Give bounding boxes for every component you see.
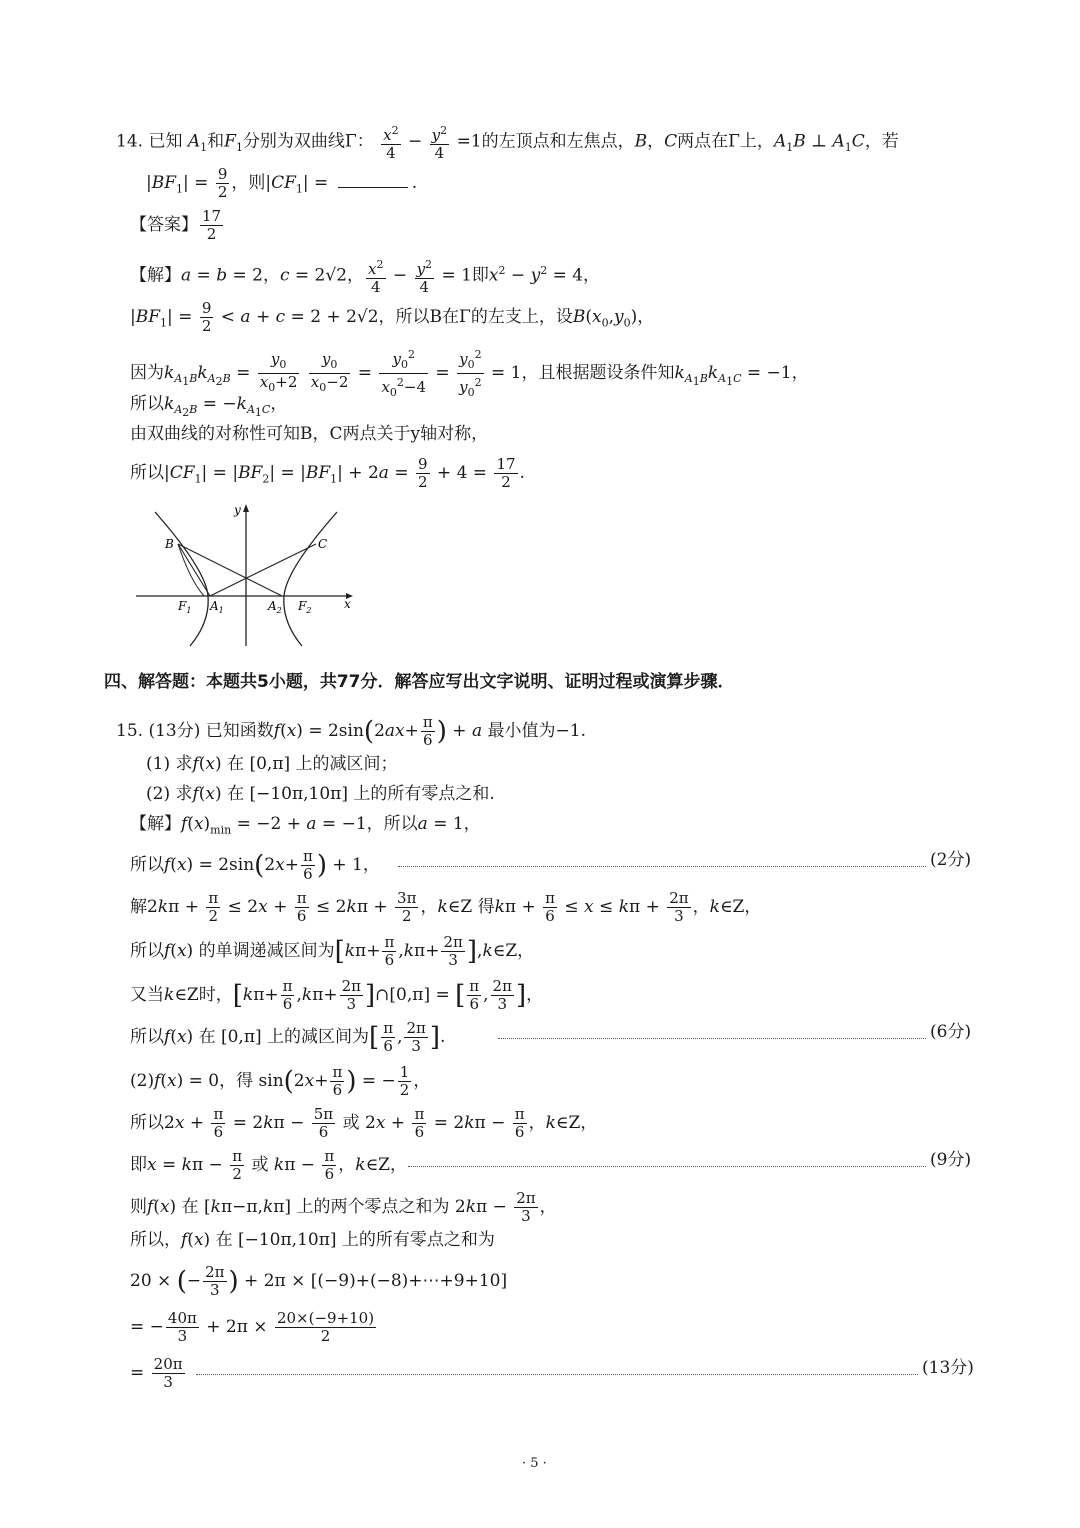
q14-sol6: 所以$|CF_1| = |BF_2| = |BF_1| + 2a$ = $\frac{9}{2}$ + 4 = $\frac{17}{2}$ . [130,455,525,491]
leader-dots-2 [398,866,926,867]
section-heading: 四、解答题：本题共5小题，共77分．解答应写出文字说明、证明过程或演算步骤． [104,672,735,692]
q15-part2: (2) 求f(x) 在 [−10π,10π] 上的所有零点之和. [146,784,495,804]
q15-sol1: 【解】$f(x)_{min} = -2 + a = -1$，所以a = 1， [130,814,481,837]
answer-label: 【答案】 [130,215,198,235]
solution-label: 【解】 [130,265,181,286]
score-9: (9分) [930,1150,972,1170]
q15-sol11: 所以，f(x) 在 [−10π,10π] 上的所有零点之和为 [130,1230,495,1250]
score-2: (2分) [930,850,972,870]
label-y: y [234,503,241,517]
q15-sol13: = − $\frac{40\pi}{3}$ + 2π × $\frac{20\times(-9+10)}{2}$ [130,1309,375,1345]
q15-sol3: 解2kπ + $\frac{\pi}{2}$ ≤ 2x + $\frac{\pi}{6}$ ≤ 2kπ + $\frac{3\pi}{2}$ ，k∈Z 得kπ + $\frac{\pi}{6}$ ≤ x ≤ kπ + $\frac{2\pi}{3}$ ，k∈Z， [130,889,762,925]
q14-number: 14. [116,131,144,152]
leader-dots-9 [408,1166,926,1167]
q15-points: (13分) [148,721,201,741]
q14-sol3: 因为$k_{A_1B}k_{A_2B}$ = $\frac{y_0}{x_0+2}$ $\frac{y_0}{x_0-2}$ = $\frac{y_0^2}{x_0^2-4}$ = $\frac{y_0^2}{y_0^2}$ = 1，且根据题设条件知$k_{A_1B}k_{A_1C} = -1$， [130,348,809,399]
label-B: B [165,537,174,551]
q14-line1: 14. 已知 $A_1$和$F_1$分别为双曲线Γ： $\frac{x^2}{4}$ − $\frac{y^2}{4}$ =1的左顶点和左焦点，B，C两点在Γ上，$A_1B$ ⊥ $A_1C$，若 [116,124,899,162]
label-A2: $A_2$ [268,599,282,615]
q15-part1: (1) 求f(x) 在 [0,π] 上的减区间； [146,754,398,774]
answer-blank [338,187,408,188]
q15-sol2: 所以f(x) = 2sin(2x+ $\frac{\pi}{6}$ ) + 1， [130,847,380,883]
q15-sol6: 所以f(x) 在 [0,π] 上的减区间为[ $\frac{\pi}{6}$ , $\frac{2\pi}{3}$ ]. [130,1019,446,1055]
q15-stem: 15. (13分) 已知函数f(x) = 2sin(2ax+ $\frac{\pi}{6}$ ) + a 最小值为−1. [116,713,586,749]
label-A1: $A_1$ [210,599,224,615]
label-F2: $F_2$ [298,599,312,615]
score-6: (6分) [930,1022,972,1042]
curve-B-F1 [178,544,204,596]
score-13: (13分) [922,1358,974,1378]
leader-dots-6 [498,1038,926,1039]
q14-line2: $|BF_1|$ = $\frac{9}{2}$ ，则$|CF_1|$ = . [146,165,418,201]
leader-dots-13 [196,1374,918,1375]
q15-sol12: 20 × (− $\frac{2\pi}{3}$ ) + 2π × [(−9)+(−8)+⋯+9+10] [130,1263,508,1299]
q14-answer: 【答案】 $\frac{17}{2}$ [130,207,222,243]
q14-sol5: 由双曲线的对称性可知B，C两点关于y轴对称， [130,424,489,444]
q15-sol5: 又当k∈Z时，[kπ+ $\frac{\pi}{6}$ ,kπ+ $\frac{2\pi}{3}$ ]∩[0,π] = [ $\frac{\pi}{6}$ , $\frac{2\pi}{3}$ ]， [130,977,544,1013]
q15-sol4: 所以f(x) 的单调递减区间为[kπ+ $\frac{\pi}{6}$ ,kπ+ $\frac{2\pi}{3}$ ],k∈Z， [130,933,535,969]
q14-sol1: 【解】a = b = 2，c = 2√2， $\frac{x^2}{4}$ − $\frac{y^2}{4}$ = 1即$x^2 - y^2 = 4$， [130,258,601,296]
right-branch [284,512,337,646]
label-C: C [318,537,328,551]
q15-number: 15. [116,721,144,741]
page-number: · 5 · [522,1456,547,1471]
q15-sol7: (2)f(x) = 0，得 sin(2x+ $\frac{\pi}{6}$ ) = − $\frac{1}{2}$ ， [130,1063,431,1099]
q15-sol10: 则f(x) 在 [kπ−π,kπ] 上的两个零点之和为 2kπ − $\frac{2\pi}{3}$ ， [130,1189,557,1225]
label-x: x [344,597,351,611]
y-axis-arrow [243,504,249,512]
q14-sol2: $|BF_1|$ = $\frac{9}{2}$ < a + c = 2 + 2√2，所以B在Γ的左支上，设$B(x_0,y_0)$， [130,299,655,335]
label-F1: $F_1$ [178,599,192,615]
q14-sol4: 所以$k_{A_2B} = -k_{A_1C}$， [130,394,288,420]
q15-sol8: 所以2x + $\frac{\pi}{6}$ = 2kπ − $\frac{5\pi}{6}$ 或 2x + $\frac{\pi}{6}$ = 2kπ − $\frac{\pi}{6}$ ，k∈Z， [130,1105,598,1141]
q15-sol9: 即x = kπ − $\frac{\pi}{2}$ 或 kπ − $\frac{\pi}{6}$ ，k∈Z， [130,1147,407,1183]
left-branch [155,512,208,646]
hyperbola-figure [130,500,370,650]
line-C-A1 [210,544,316,596]
q15-sol14: = $\frac{20\pi}{3}$ [130,1355,183,1391]
